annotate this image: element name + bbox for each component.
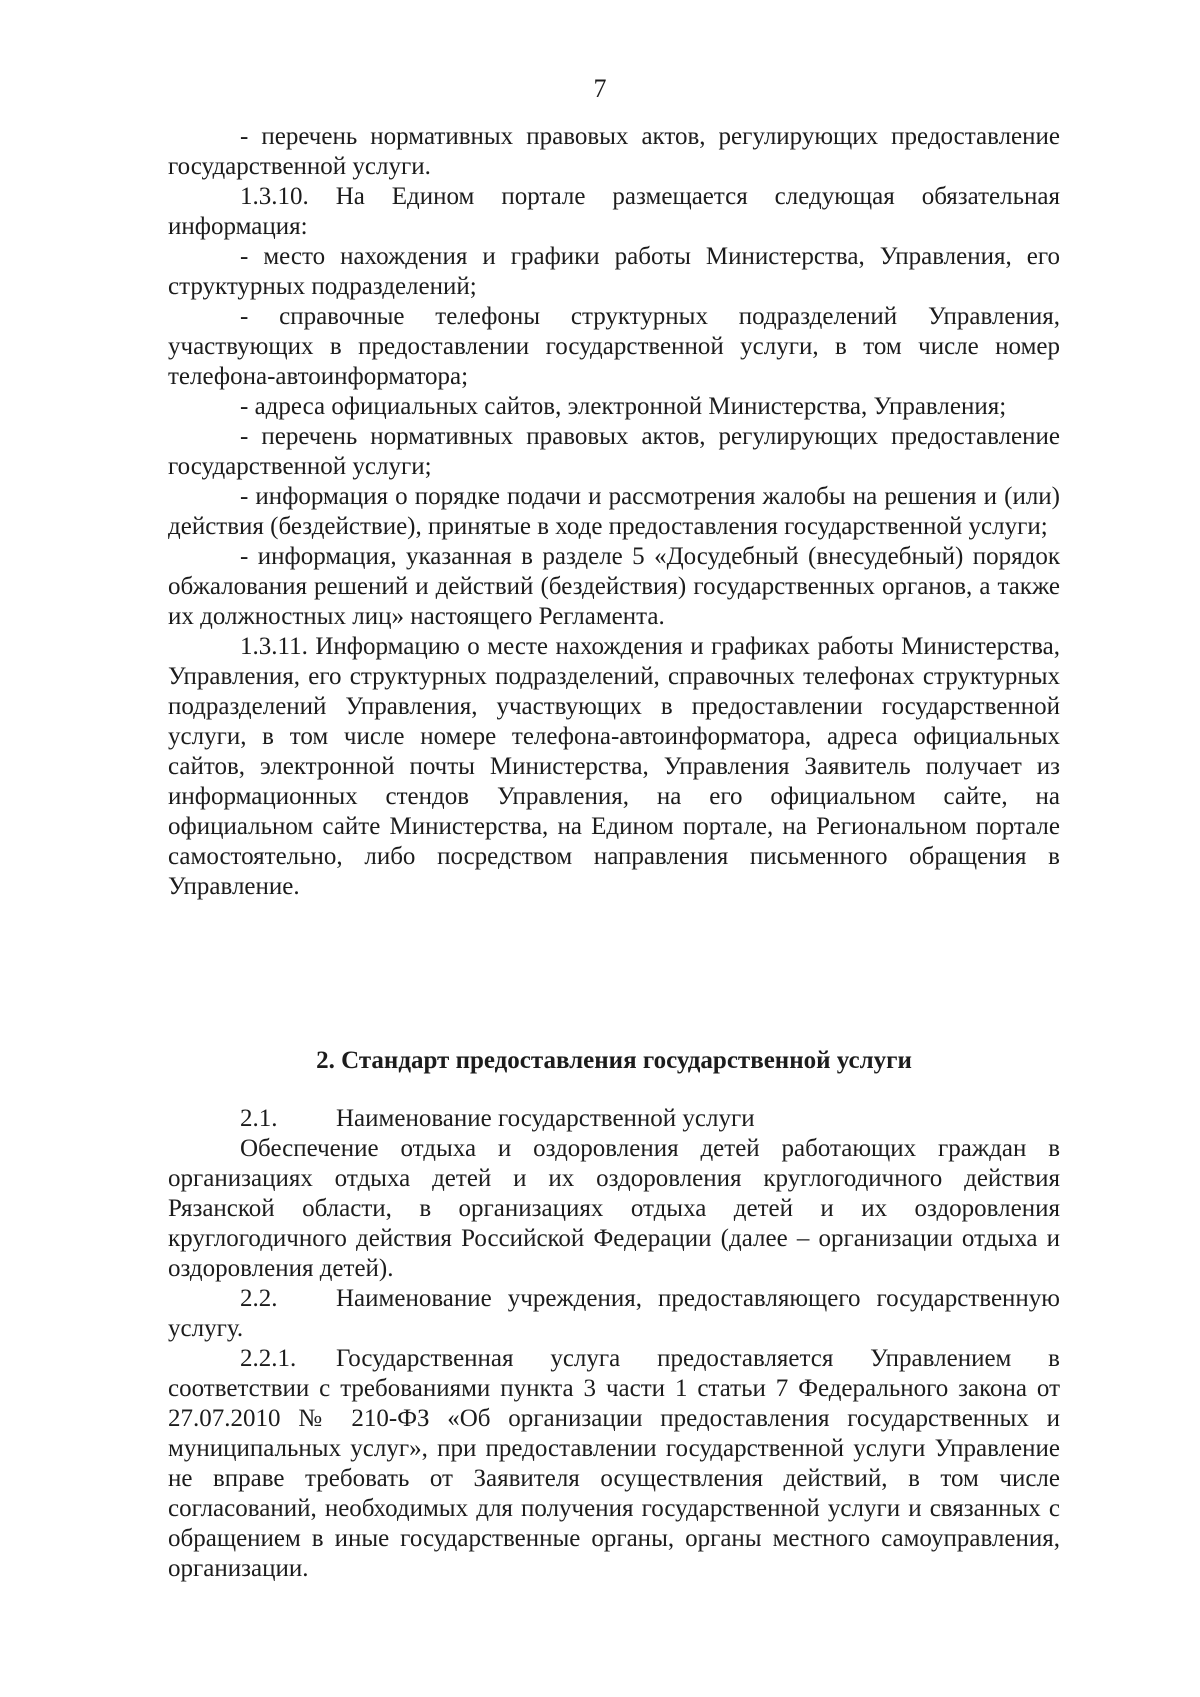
item-2-2-heading: [168, 1284, 1060, 1344]
body-text-top: [168, 122, 1060, 902]
item-number: 2.2.1.: [240, 1345, 297, 1372]
paragraph: - справочные телефоны структурных подразделений Управления, участвующих в предоставлении государственной услуги, в том числе номер телефона-автоинформатора;: [168, 303, 1060, 390]
paragraph: - перечень нормативных правовых актов, регулирующих предоставление государственной услуги;: [168, 423, 1060, 480]
paragraph: 1.3.10. На Едином портале размещается следующая обязательная информация:: [168, 183, 1060, 240]
section-heading: 2. Стандарт предоставления государственной услуги: [316, 1047, 912, 1074]
paragraph: 1.3.11. Информацию о месте нахождения и графиках работы Министерства, Управления, его структурных подразделений, справочных телефонах структурных подразделений Управления, участвующих в предоставлении государственной услуги, в том числе номере телефона-автоинформатора, адреса официальных сайтов, электронной почты Министерства, Управления Заявитель получает из информационных стендов Управления, на его официальном сайте, на официальном сайте Министерства, на Едином портале, на Региональном портале самостоятельно, либо посредством направления письменного обращения в Управление.: [168, 633, 1060, 900]
paragraph: - информация о порядке подачи и рассмотрения жалобы на решения и (или) действия (бездействие), принятые в ходе предоставления государственной услуги;: [168, 483, 1060, 540]
paragraph: - информация, указанная в разделе 5 «Досудебный (внесудебный) порядок обжалования решений и действий (бездействия) государственных органов, а также их должностных лиц» настоящего Регламента.: [168, 543, 1060, 630]
paragraph: - место нахождения и графики работы Министерства, Управления, его структурных подразделений;: [168, 243, 1060, 300]
page-number: 7: [593, 74, 607, 103]
paragraph: - адреса официальных сайтов, электронной Министерства, Управления;: [240, 393, 1007, 420]
item-number: 2.2.: [240, 1285, 278, 1312]
item-title: Наименование учреждения, предоставляющего государственную услугу.: [168, 1285, 1060, 1342]
item-text: Государственная услуга предоставляется Управлением в соответствии с требованиями пункта 3 части 1 статьи 7 Федерального закона от 27.07.2010 № 210-ФЗ «Об организации предоставления государственных и муниципальных услуг», при предоставлении государственной услуги Управление не вправе требовать от Заявителя осуществления действий, в том числе согласований, необходимых для получения государственной услуги и связанных с обращением в иные государственные органы, органы местного самоуправления, организации.: [168, 1345, 1060, 1582]
paragraph: Обеспечение отдыха и оздоровления детей работающих граждан в организациях отдыха детей и их оздоровления круглогодичного действия Рязанской области, в организациях отдыха детей и их оздоровления круглогодичного действия Российской Федерации (далее – организации отдыха и оздоровления детей).: [168, 1135, 1060, 1282]
paragraph: - перечень нормативных правовых актов, регулирующих предоставление государственной услуги.: [168, 123, 1060, 180]
item-2-1-heading: [168, 1104, 1060, 1134]
item-2-2-1-paragraph: [168, 1344, 1060, 1584]
item-title: Наименование государственной услуги: [336, 1105, 755, 1132]
body-text-section-2: [168, 1104, 1060, 1584]
item-number: 2.1.: [240, 1105, 278, 1132]
